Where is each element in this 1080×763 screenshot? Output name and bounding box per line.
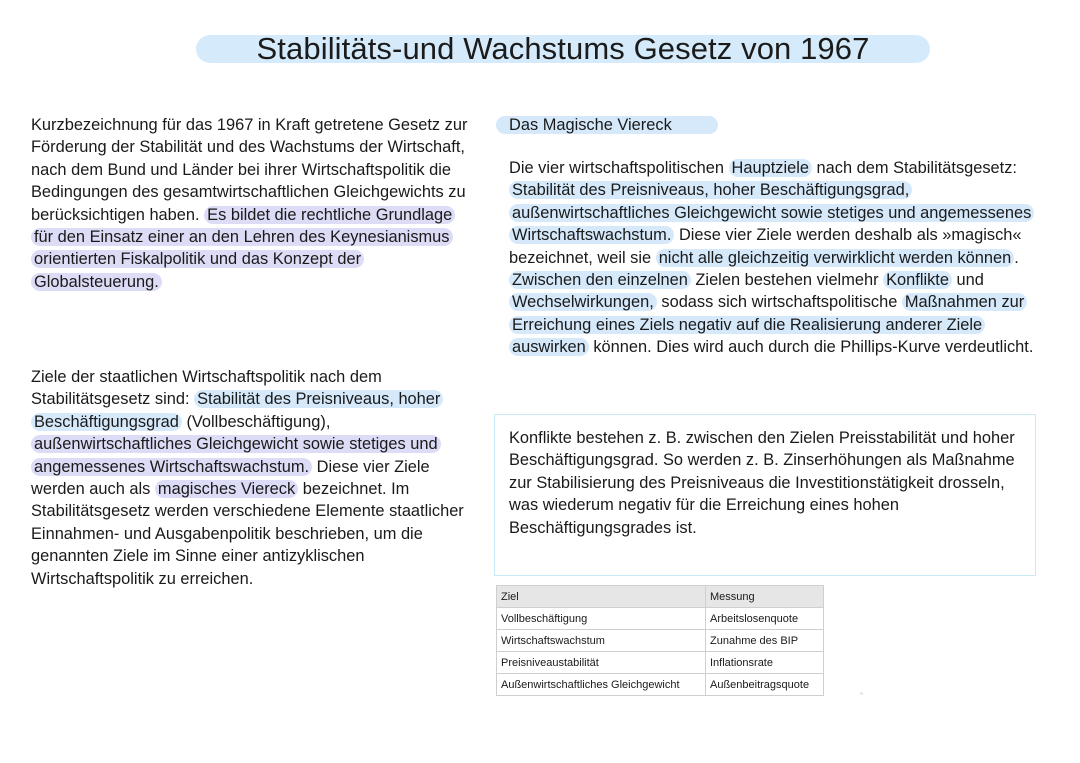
subheading-container bbox=[496, 115, 718, 135]
table-row bbox=[497, 674, 824, 696]
intro-paragraph bbox=[31, 114, 471, 293]
goals-text-1: Ziele der staatlichen Wirtschaftspolitik nach dem Stabilitätsgesetz sind: bbox=[31, 368, 382, 409]
table-cell: Inflationsrate bbox=[706, 652, 824, 674]
ms-highlight-1: Hauptziele bbox=[729, 159, 812, 177]
magic-square-paragraph bbox=[509, 157, 1039, 359]
goals-paragraph bbox=[31, 366, 471, 590]
intro-text: Kurzbezeichnung für das 1967 in Kraft getretene Gesetz zur Förderung der Stabilität und des Wachstums der Wirtschaft, nach dem Bund und Länder bei ihrer Wirtschaftspolitik die Bedingungen des gesamtwirtschaftlichen Gleichgewichts zu berücksichtigen haben. bbox=[31, 116, 468, 224]
ms-text-3: Diese vier Ziele werden deshalb als »magisch« bezeichnet, weil sie bbox=[509, 226, 1022, 267]
table-row bbox=[497, 652, 824, 674]
table-row bbox=[497, 608, 824, 630]
table-cell: Wirtschaftswachstum bbox=[497, 630, 706, 652]
goals-highlight-3: magisches Viereck bbox=[155, 480, 298, 498]
table-cell: Arbeitslosenquote bbox=[706, 608, 824, 630]
ms-highlight-4: Zwischen den einzelnen bbox=[509, 271, 691, 289]
ms-highlight-7: Maßnahmen zur Erreichung eines Ziels negativ auf die Realisierung anderer Ziele auswirken bbox=[509, 293, 1027, 356]
table-cell: Zunahme des BIP bbox=[706, 630, 824, 652]
table-cell: Außenwirtschaftliches Gleichgewicht bbox=[497, 674, 706, 696]
conflict-text: Konflikte bestehen z. B. zwischen den Zielen Preisstabilität und hoher Beschäftigungsgrad. So werden z. B. Zinserhöhungen als Maßnahme zur Stabilisierung des Preisniveaus die Investitionstätigkeit drosseln, was wiederum negativ für die Erreichung eines hohen Beschäftigungsgrades ist. bbox=[509, 429, 1015, 537]
ms-highlight-2: Stabilität des Preisniveaus, hoher Beschäftigungsgrad, außenwirtschaftliches Gleichgewicht sowie stetiges und angemessenes Wirtschaftswachstum. bbox=[509, 181, 1034, 244]
table-row bbox=[497, 630, 824, 652]
goals-highlight-2: außenwirtschaftliches Gleichgewicht sowie stetiges und angemessenes Wirtschaftswachstum. bbox=[31, 435, 441, 475]
ms-text-7: sodass sich wirtschaftspolitische bbox=[656, 293, 902, 312]
table-header-messung: Messung bbox=[706, 586, 824, 608]
ms-text-4: . bbox=[1014, 248, 1019, 267]
ms-highlight-5: Konflikte bbox=[883, 271, 952, 289]
intro-highlight: Es bildet die rechtliche Grundlage für den Einsatz einer an den Lehren des Keynesianismus orientierten Fiskalpolitik und das Konzept der Globalsteuerung. bbox=[31, 206, 455, 291]
ms-text-8: können. Dies wird auch durch die Phillips-Kurve verdeutlicht. bbox=[588, 338, 1034, 357]
title-container bbox=[196, 31, 930, 66]
goals-text-2: (Vollbeschäftigung), bbox=[181, 412, 331, 431]
ms-text-5: Zielen bestehen vielmehr bbox=[690, 271, 884, 290]
ms-highlight-6: Wechselwirkungen, bbox=[509, 293, 657, 311]
goals-text-3: Diese vier Ziele werden auch als bbox=[31, 457, 430, 499]
goals-highlight-1: Stabilität des Preisniveaus, hoher Beschäftigungsgrad bbox=[31, 390, 443, 430]
table-cell: Vollbeschäftigung bbox=[497, 608, 706, 630]
table-header-ziel: Ziel bbox=[497, 586, 706, 608]
goals-table bbox=[496, 585, 824, 696]
subheading: Das Magische Viereck bbox=[509, 116, 672, 134]
table-cell: Preisniveaustabilität bbox=[497, 652, 706, 674]
ms-text-1: Die vier wirtschaftspolitischen bbox=[509, 159, 729, 177]
ms-text-6: und bbox=[951, 271, 984, 290]
decorative-dot bbox=[860, 692, 863, 695]
goals-text-4: bezeichnet. Im Stabilitätsgesetz werden verschiedene Elemente staatlicher Einnahmen- und Ausgabenpolitik beschrieben, um die genannten Ziele im Sinne einer antizyklischen Wirtschaftspolitik zu erreichen. bbox=[31, 480, 464, 588]
ms-text-2: nach dem Stabilitätsgesetz: bbox=[811, 159, 1017, 177]
page-title: Stabilitäts-und Wachstums Gesetz von 1967 bbox=[256, 31, 870, 66]
table-cell: Außenbeitragsquote bbox=[706, 674, 824, 696]
table-header-row bbox=[497, 586, 824, 608]
ms-highlight-3: nicht alle gleichzeitig verwirklicht werden können bbox=[656, 249, 1015, 267]
